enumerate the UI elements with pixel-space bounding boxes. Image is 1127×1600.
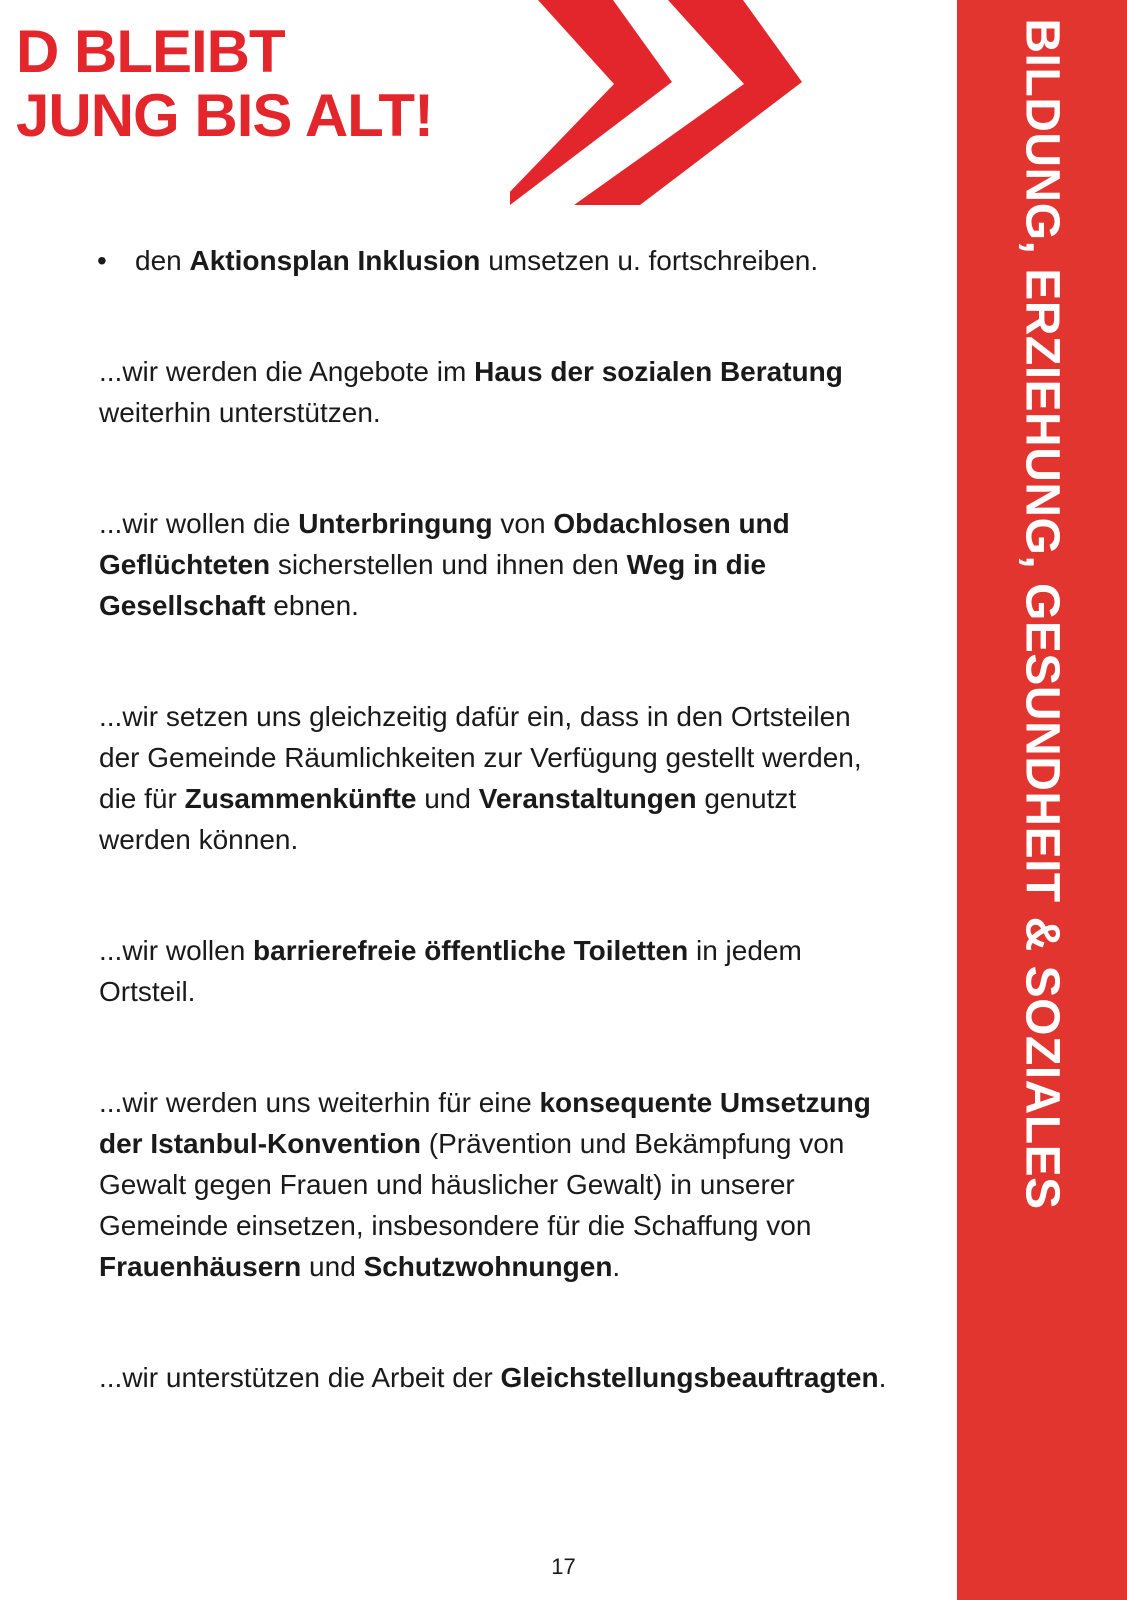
paragraph-istanbul-convention: ...wir werden uns weiterhin für eine konsequente Umsetzung der Istanbul-Konvention (Prävention und Bekämpfung von Gewalt gegen Frauen und häuslicher Gewalt) in unserer Gemeinde einsetzen, insbesondere für die Schaffung von Frauenhäusern und Schutzwohnungen. xyxy=(99,1087,871,1282)
page-content xyxy=(99,240,889,1468)
paragraph-toilets: ...wir wollen barrierefreie öffentliche Toiletten in jedem Ortsteil. xyxy=(99,935,802,1007)
headline-line-2: JUNG BIS ALT! xyxy=(16,82,433,149)
page-headline xyxy=(16,20,433,148)
bullet-icon: • xyxy=(97,245,107,276)
paragraph-meeting-rooms: ...wir setzen uns gleichzeitig dafür ein, dass in den Ortsteilen der Gemeinde Räumlichkeiten zur Verfügung gestellt werden, die für Zusammenkünfte und Veranstaltungen genutzt werden können. xyxy=(99,701,862,855)
headline-line-1: D BLEIBT xyxy=(16,18,285,85)
section-title: BILDUNG, ERZIEHUNG, GESUNDHEIT & SOZIALES xyxy=(1015,18,1069,1210)
double-chevron-right-icon xyxy=(510,0,820,205)
paragraph-equality-officer: ...wir unterstützen die Arbeit der Gleichstellungsbeauftragten. xyxy=(99,1362,887,1393)
page-number: 17 xyxy=(551,1554,576,1579)
paragraph-social-counseling: ...wir werden die Angebote im Haus der sozialen Beratung weiterhin unterstützen. xyxy=(99,356,843,428)
paragraph-housing: ...wir wollen die Unterbringung von Obdachlosen und Geflüchteten sicherstellen und ihnen den Weg in die Gesellschaft ebnen. xyxy=(99,508,790,621)
list-item: • den Aktionsplan Inklusion umsetzen u. fortschreiben. xyxy=(97,240,889,281)
